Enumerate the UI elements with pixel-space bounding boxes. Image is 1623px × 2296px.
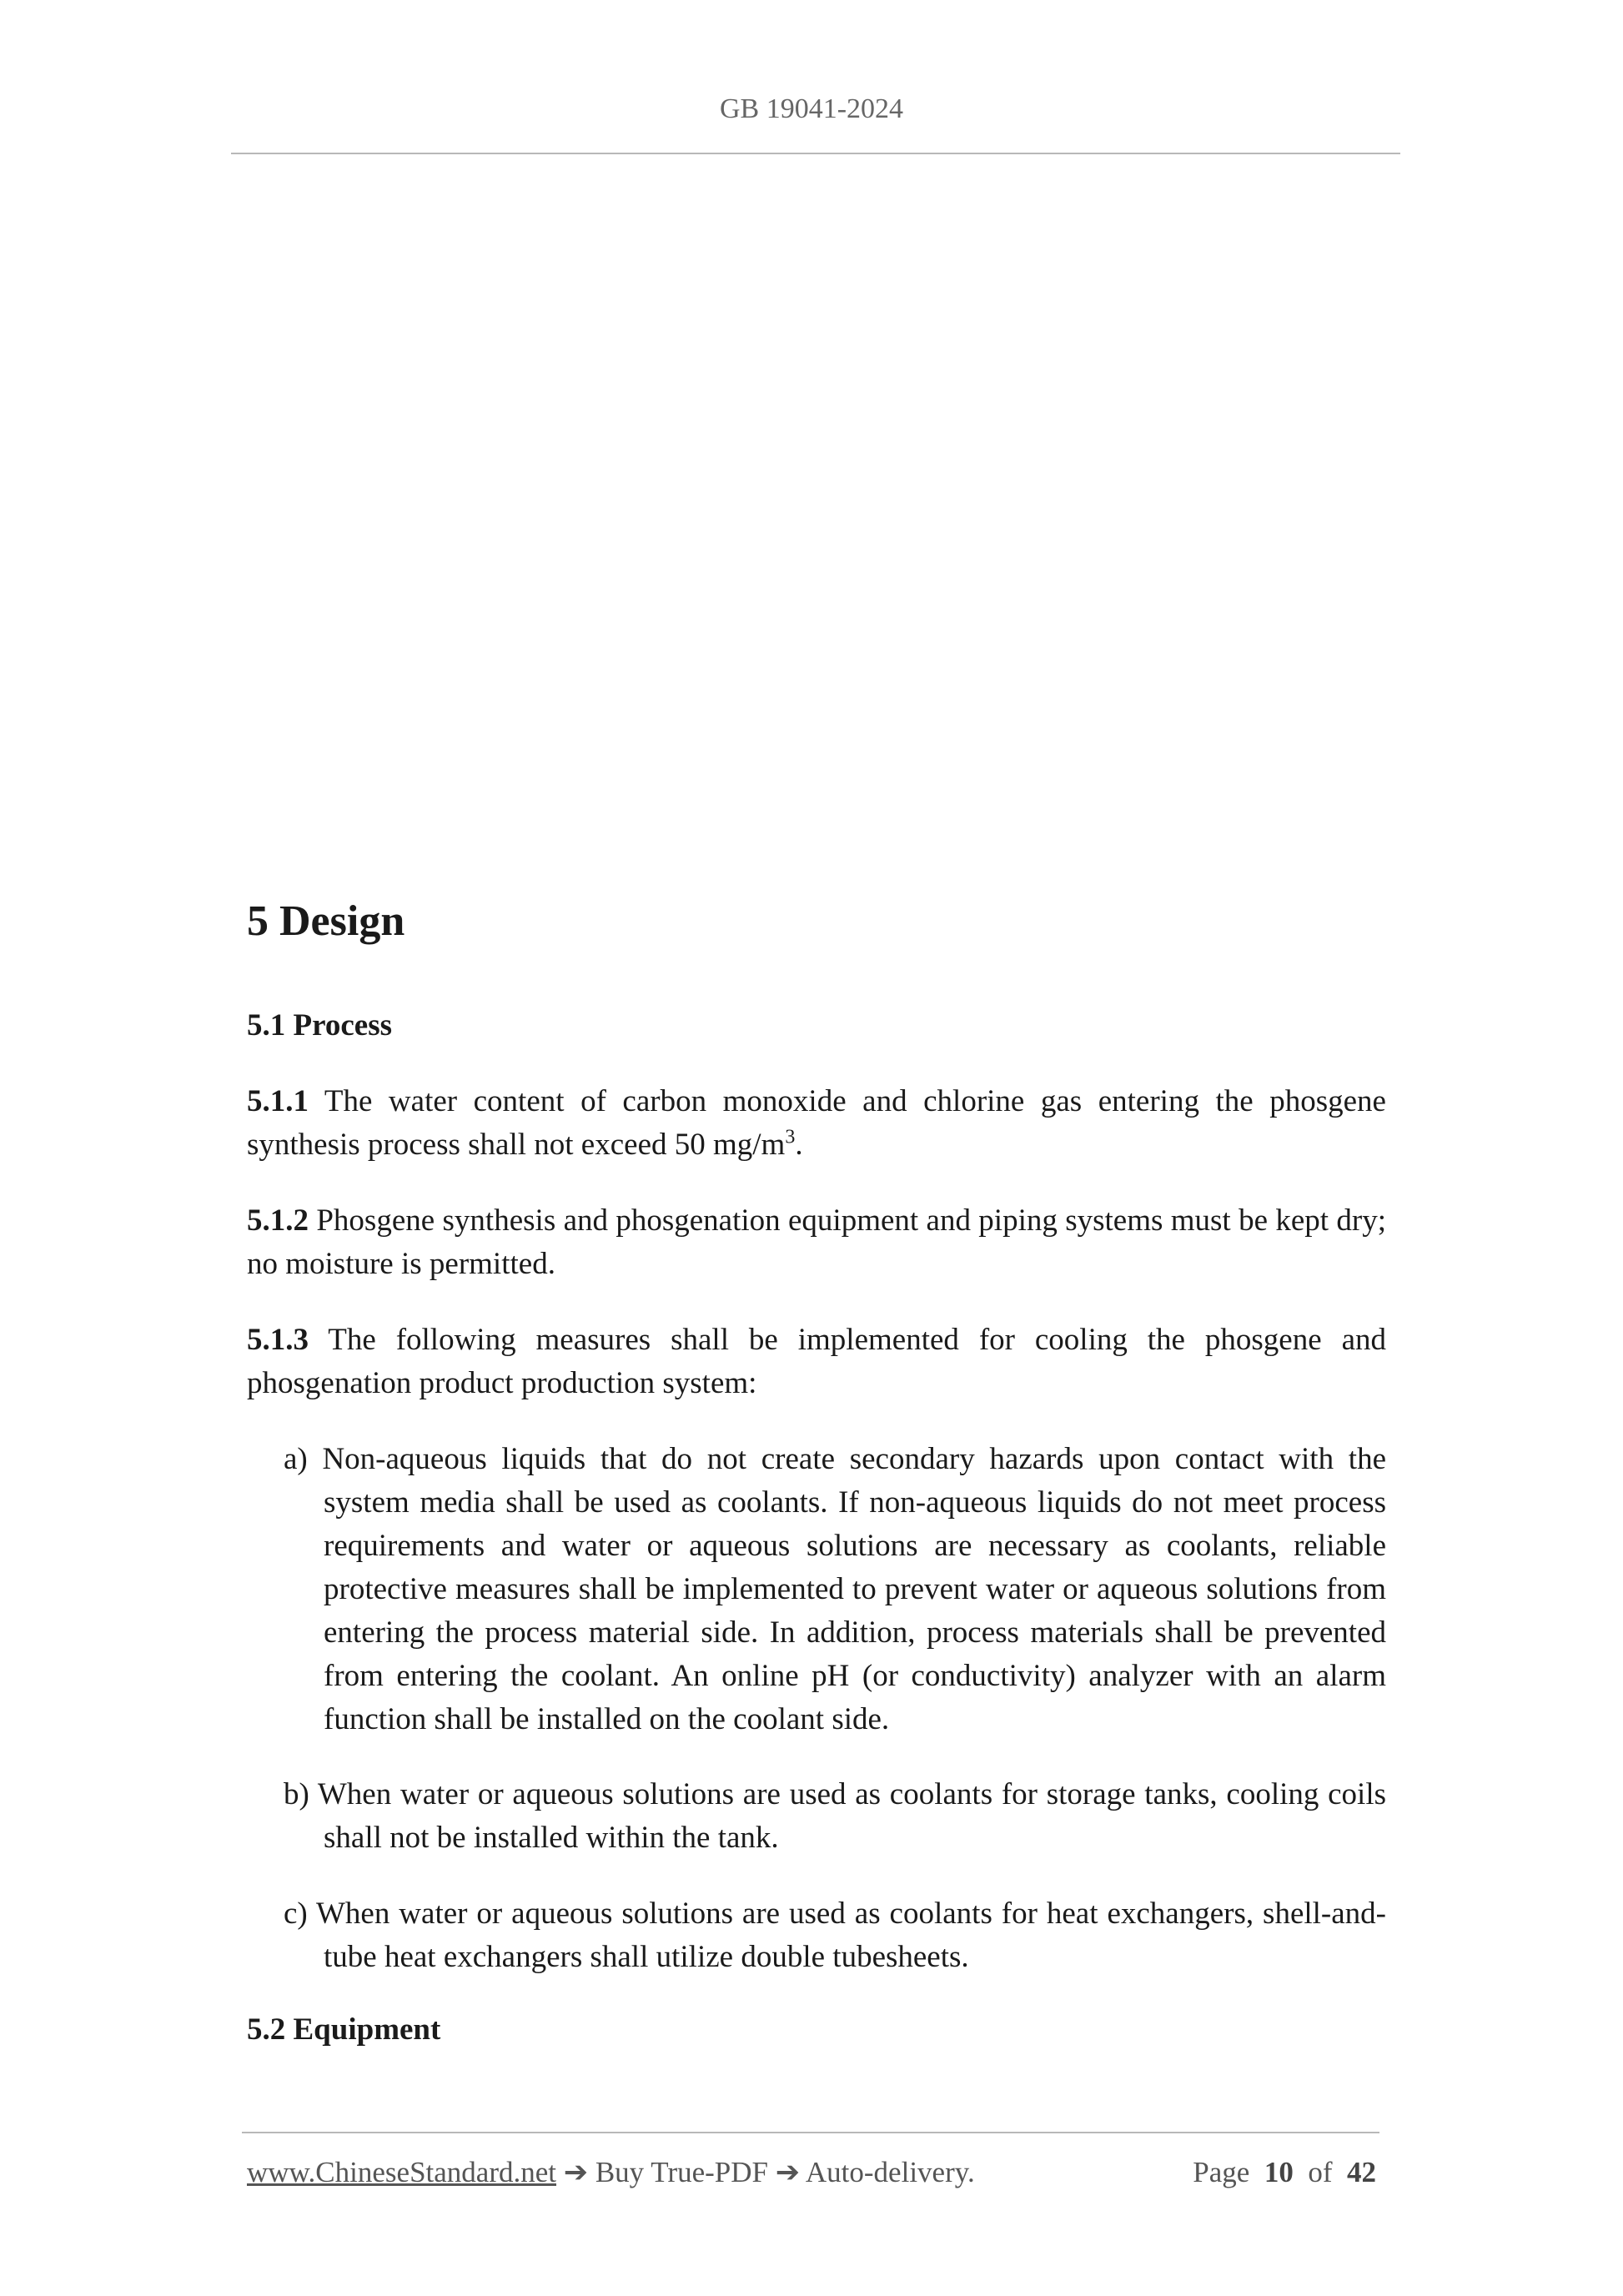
document-id-header: GB 19041-2024 [719,93,904,124]
clause-number: 5.1.3 [247,1323,309,1357]
list-item-a: a) Non-aqueous liquids that do not create secondary hazards upon contact with the system media shall be used as coolants. If non-aqueous liquids do not meet process requirements and water or aqueous solutions are necessary as coolants, reliable protective measures shall be implemented to prevent water or aqueous solutions from entering the process material side. In addition, process materials shall be prevented from entering the coolant. An online pH (or conductivity) analyzer with an alarm function shall be installed on the coolant side. [284,1442,1386,1736]
current-page: 10 [1264,2156,1294,2188]
arrow-icon: ➔ [775,2156,801,2188]
website-link[interactable]: www.ChineseStandard.net [247,2156,556,2188]
subsection-title-process: 5.1 Process [247,1008,392,1042]
header-divider [231,153,1400,154]
section-title-design: 5 Design [247,897,405,945]
arrow-icon: ➔ [563,2156,589,2188]
clause-text: The following measures shall be implemented for cooling the phosgene and phosgenation product production system: [247,1323,1386,1400]
total-pages: 42 [1347,2156,1376,2188]
clause-5-1-3 [247,1319,1386,1405]
delivery-text: Auto-delivery. [805,2156,975,2188]
page-footer [247,2156,1376,2189]
clause-text-end: . [795,1128,803,1162]
clause-text: Phosgene synthesis and phosgenation equipment and piping systems must be kept dry; no moisture is permitted. [247,1203,1386,1281]
clause-5-1-1 [247,1080,1386,1167]
page-number [1193,2156,1376,2189]
footer-divider [242,2132,1379,2133]
clause-5-1-2 [247,1199,1386,1286]
clause-text: The water content of carbon monoxide and chlorine gas entering the phosgene synthesis process shall not exceed 50 mg/m [247,1084,1386,1162]
page-label: Page [1193,2156,1250,2188]
list-item-b: b) When water or aqueous solutions are used as coolants for storage tanks, cooling coils shall not be installed within the tank. [284,1777,1386,1855]
subsection-title-equipment: 5.2 Equipment [247,2012,441,2047]
clause-number: 5.1.2 [247,1203,309,1238]
clause-number: 5.1.1 [247,1084,309,1118]
list-item-c: c) When water or aqueous solutions are used as coolants for heat exchangers, shell-and-tube heat exchangers shall utilize double tubesheets. [284,1897,1386,1974]
buy-text: Buy True-PDF [595,2156,768,2188]
of-label: of [1308,2156,1333,2188]
superscript: 3 [785,1126,796,1148]
footer-promo [247,2156,975,2188]
